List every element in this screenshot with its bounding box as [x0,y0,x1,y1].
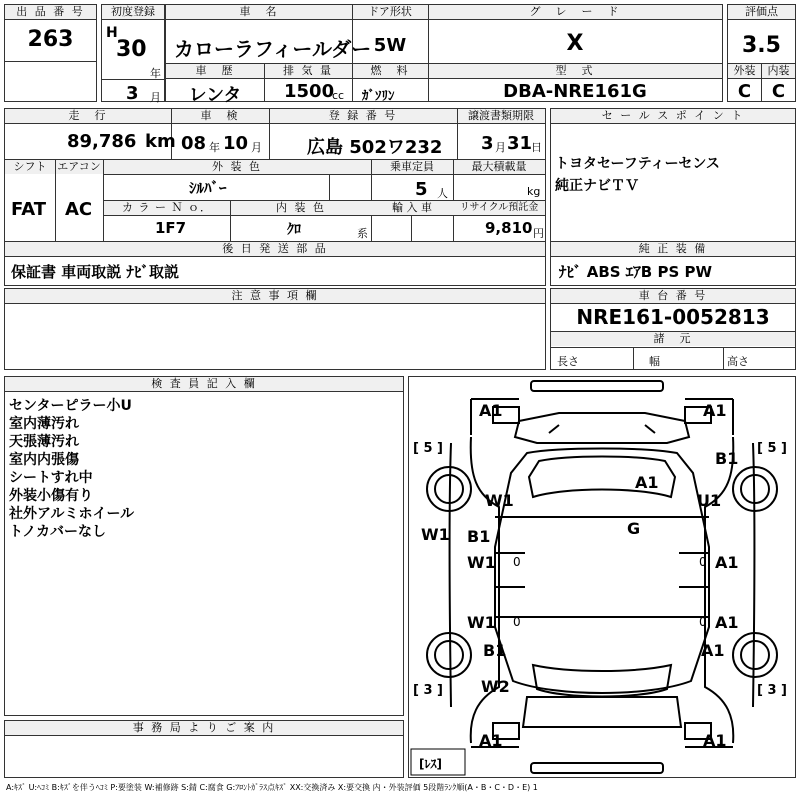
legend: A:ｷｽﾞ U:ﾍｺﾐ B:ｷｽﾞを伴うﾍｺﾐ P:要塗装 W:補修跡 S:錆 C:腐食 G:ﾌﾛﾝﾄｶﾞﾗｽ点ｷｽﾞ XX:交換済み X:要交換 内・外装評価 5段階ﾗﾝｸ順(A・B・C・D・E) 1 [6,783,538,792]
damage-diagram [408,376,796,778]
grade-label: グ レ ー ド [428,5,722,19]
car-outline-svg [409,377,795,777]
plate-label: 登 録 番 号 [269,109,457,123]
interior-label: 内 装 色 [231,201,371,215]
import-label: 輸 入 車 [371,201,453,215]
tire-br: [ 3 ] [757,683,787,698]
mileage: 89,786 [67,131,137,152]
fuel: ｶﾞｿﾘﾝ [362,89,395,104]
notes-label: 注 意 事 項 欄 [5,289,545,303]
sales-point-box [550,108,796,286]
inspector-line-1: センターピラー小U [9,398,132,414]
tire-tl: [ 5 ] [413,441,443,456]
sales-point-1: トヨタセーフティーセンス [555,156,720,172]
color-no-label: カ ラ ー Ｎ ｏ． [104,201,230,215]
transfer-day: 31 [507,133,533,154]
genuine-equipment: ﾅﾋﾞ ABS ｴｱB PS PW [559,263,713,281]
exterior-score: C [737,81,752,102]
reg-month: 3 [126,83,139,104]
mark-a1-rr: A1 [715,613,739,632]
load-unit: kg [527,185,541,198]
chassis-number: NRE161-0052813 [576,305,770,329]
year-unit: 年 [150,67,161,80]
recycle-unit: 円 [533,227,544,240]
load-label: 最大積載量 [453,160,545,174]
mark-a1-rr2: A1 [701,641,725,660]
spec-label: 諸 元 [551,332,795,346]
capacity-unit: 人 [437,187,448,200]
ac: AC [65,199,93,220]
mark-b1-r: B1 [715,449,739,468]
inspector-line-2: 室内薄汚れ [9,416,79,432]
mark-zero-fl: 0 [513,555,521,569]
score-box [727,4,796,102]
mark-b1-rl: B1 [483,641,507,660]
plate-number: 広島 502ワ232 [307,137,443,158]
tire-tr: [ 5 ] [757,441,787,456]
sales-label: セ ー ル ス ポ イ ン ト [551,109,795,123]
sales-point-2: 純正ナビＴＶ [555,178,639,194]
mark-w1-side: W1 [421,525,450,544]
door-type: 5W [373,35,407,56]
inspector-box [4,376,404,716]
interior-score: C [771,81,786,102]
interior-unit: 系 [357,227,368,240]
later-parts: 保証書 車両取説 ﾅﾋﾞ取説 [11,263,179,281]
exterior-color: ｼﾙﾊﾞｰ [189,179,227,197]
capacity-label: 乗車定員 [371,160,453,174]
chassis-label: 車 台 番 号 [551,289,795,303]
capacity: 5 [415,179,428,200]
mark-a1-hood: A1 [635,473,659,492]
overall-score: 3.5 [742,33,781,58]
reg-year: 30 [116,37,147,62]
mileage-label: 走 行 [5,109,171,123]
inspector-line-3: 天張薄汚れ [9,434,79,450]
inspection-year-unit: 年 [209,141,220,154]
width-label: 幅 [649,355,660,368]
recycle-fee: 9,810 [485,219,533,237]
int-label: 内装 [762,64,795,78]
spare-tire: [ﾚｽ] [419,757,442,771]
model-code: DBA-NRE161G [503,81,647,102]
score-label: 評価点 [728,5,795,19]
office-box [4,720,404,778]
displacement-label: 排 気 量 [264,64,352,78]
era: H [106,25,118,41]
fuel-label: 燃 料 [352,64,428,78]
ac-label: エアコン [55,160,103,174]
mark-a1-tl: A1 [479,401,503,420]
height-label: 高さ [727,355,749,368]
later-parts-label: 後 日 発 送 部 品 [5,242,545,256]
car-name: カローラフィールダー [174,37,372,61]
mark-a1-bl: A1 [479,731,503,750]
displacement: 1500 [284,81,335,102]
history: レンタ [188,85,242,106]
inspector-line-4: 室内内張傷 [9,452,79,468]
first-registration-box [101,4,165,102]
inspection-month-unit: 月 [251,141,262,154]
interior-color: ｸﾛ [287,222,301,238]
mark-g: G [627,519,641,538]
history-label: 車 歴 [166,64,264,78]
model-label: 型 式 [428,64,722,78]
mark-w2: W2 [481,677,510,696]
mark-w1-fd: W1 [467,553,496,572]
mark-w1-rd: W1 [467,613,496,632]
length-label: 長さ [557,355,579,368]
shift: FAT [11,199,47,220]
mark-a1-fr: A1 [715,553,739,572]
tire-bl: [ 3 ] [413,683,443,698]
inspection-label: 車 検 [171,109,269,123]
inspector-line-6: 外装小傷有り [9,488,93,504]
mark-u1-r: U1 [697,491,722,510]
lot-box [4,4,97,102]
transfer-label: 譲渡書類期限 [457,109,545,123]
inspection-year: 08 [181,133,207,154]
mark-zero-fr: 0 [699,555,707,569]
inspector-line-5: シートすれ中 [9,470,93,486]
first-reg-label: 初度登録 [102,5,164,19]
mileage-unit: km [145,131,176,152]
mark-zero-rr: 0 [699,615,707,629]
inspector-label: 検 査 員 記 入 欄 [5,377,403,391]
color-number: 1F7 [155,219,187,237]
month-unit: 月 [150,91,161,104]
transfer-month: 3 [481,133,494,154]
vehicle-detail-box [4,108,546,286]
transfer-month-unit: 月 [495,141,506,154]
inspection-month: 10 [223,133,249,154]
lot-number: 263 [27,27,74,52]
mark-a1-tr: A1 [703,401,727,420]
chassis-box [550,288,796,370]
transfer-day-unit: 日 [531,141,542,154]
displacement-unit: cc [332,89,345,102]
inspector-line-7: 社外アルミホイール [9,506,135,522]
color-label: 外 装 色 [103,160,371,174]
car-name-label: 車 名 [166,5,352,19]
mark-a1-br: A1 [703,731,727,750]
mark-zero-rl: 0 [513,615,521,629]
mark-b1-fl: B1 [467,527,491,546]
genuine-label: 純 正 装 備 [551,242,795,256]
door-label: ドア形状 [352,5,428,19]
shift-label: シフト [5,160,55,174]
notes-box [4,288,546,370]
lot-label: 出 品 番 号 [5,5,96,19]
ext-label: 外装 [728,64,761,78]
office-label: 事 務 局 よ り ご 案 内 [5,721,403,735]
car-info-box [165,4,723,106]
grade: X [566,31,584,56]
recycle-label: リサイクル預託金 [453,201,545,215]
mark-w1-l: W1 [485,491,514,510]
inspector-line-8: トノカバーなし [9,524,107,540]
